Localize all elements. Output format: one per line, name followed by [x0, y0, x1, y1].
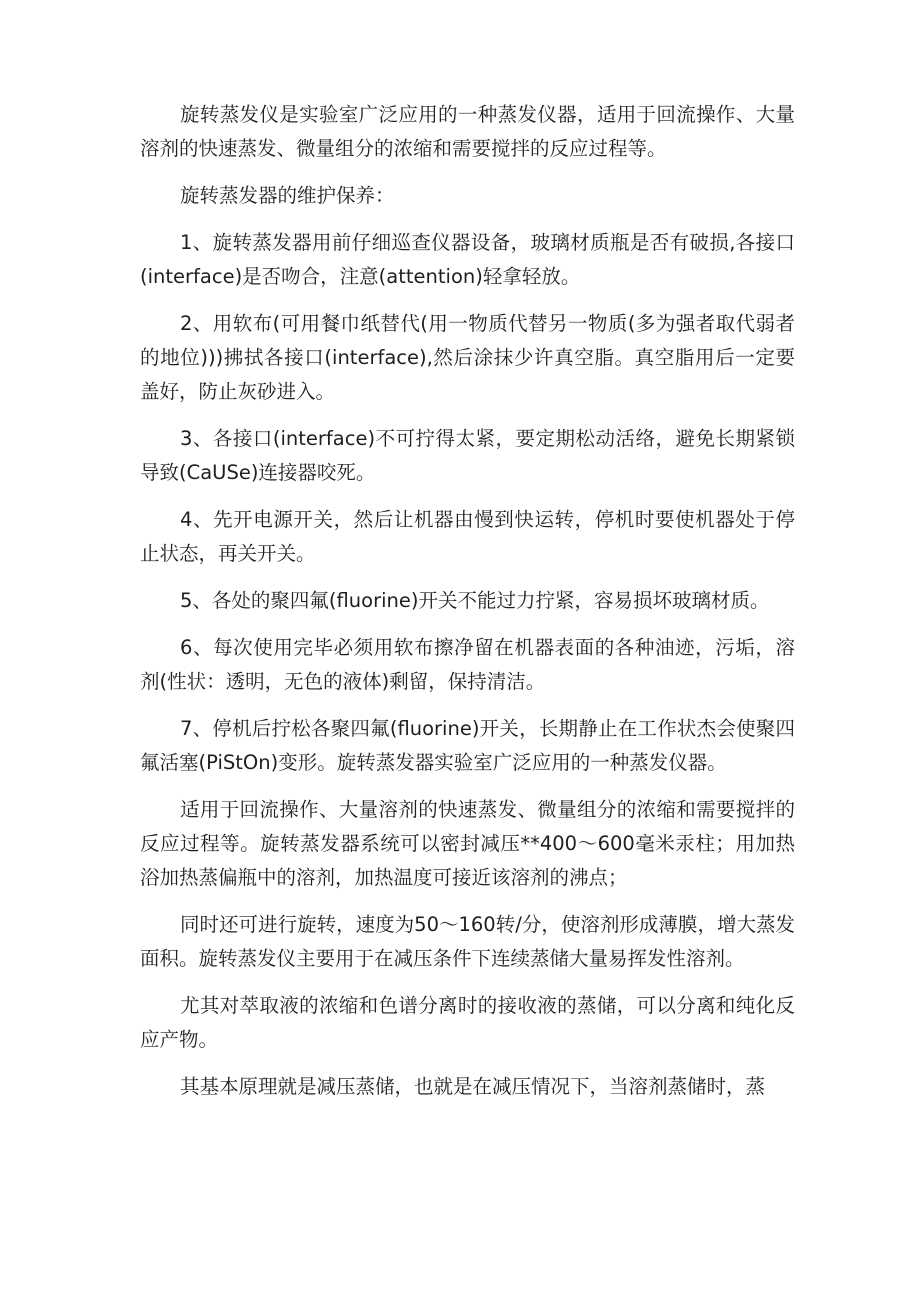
paragraph-item-7: 7、停机后拧松各聚四氟(fluorine)开关，长期静止在工作状杰会使聚四氟活塞(PiStOn)变形。旋转蒸发器实验室广泛应用的一种蒸发仪器。: [140, 717, 795, 774]
paragraph-rotation: 同时还可进行旋转，速度为50～160转/分，使溶剂形成薄膜，增大蒸发面积。旋转蒸发仪主要用于在减压条件下连续蒸储大量易挥发性溶剂。: [140, 913, 795, 970]
paragraph-principle: 其基本原理就是减压蒸储，也就是在减压情况下，当溶剂蒸储时，蒸: [180, 1075, 766, 1098]
paragraph-item-3: 3、各接口(interface)不可拧得太紧，要定期松动活络，避免长期紧锁导致(CaUSe)连接器咬死。: [140, 427, 795, 484]
paragraph-item-4: 4、先开电源开关，然后让机器由慢到快运转，停机时要使机器处于停止状态，再关开关。: [140, 508, 795, 565]
paragraph-maintenance-heading: 旋转蒸发器的维护保养：: [180, 184, 395, 207]
paragraph-item-5: 5、各处的聚四氟(fluorine)开关不能过力拧紧，容易损坏玻璃材质。: [180, 589, 770, 612]
paragraph-item-1: 1、旋转蒸发器用前仔细巡查仪器设备，玻璃材质瓶是否有破损,各接口(interface)是否吻合，注意(attention)轻拿轻放。: [140, 231, 795, 288]
paragraph-applications: 适用于回流操作、大量溶剂的快速蒸发、微量组分的浓缩和需要搅拌的反应过程等。旋转蒸发器系统可以密封减压**400～600毫米汞柱；用加热浴加热蒸偏瓶中的溶剂，加热温度可接近该溶剂的沸点；: [140, 798, 795, 889]
paragraph-extraction: 尤其对萃取液的浓缩和色谱分离时的接收液的蒸储，可以分离和纯化反应产物。: [140, 994, 795, 1051]
paragraph-item-6: 6、每次使用完毕必须用软布擦净留在机器表面的各种油迹，污垢，溶剂(性状：透明，无色的液体)剩留，保持清洁。: [140, 636, 795, 693]
paragraph-item-2: 2、用软布(可用餐巾纸替代(用一物质代替另一物质(多为强者取代弱者的地位)))拂拭各接口(interface),然后涂抹少许真空脂。真空脂用后一定要盖好，防止灰砂进入。: [140, 312, 795, 403]
paragraph-intro: 旋转蒸发仪是实验室广泛应用的一种蒸发仪器，适用于回流操作、大量溶剂的快速蒸发、微量组分的浓缩和需要搅拌的反应过程等。: [140, 103, 795, 160]
document-page: [140, 98, 795, 1104]
